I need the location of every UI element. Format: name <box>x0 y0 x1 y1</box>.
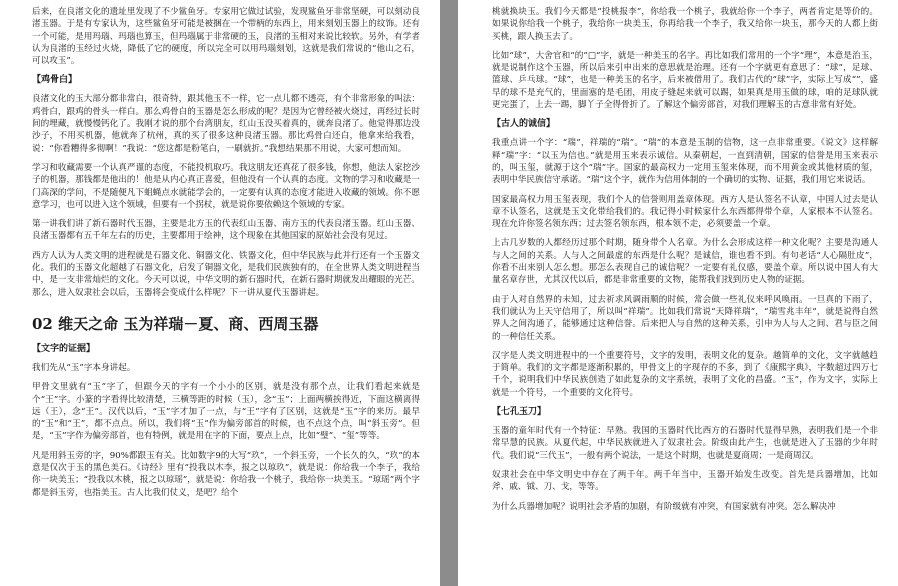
section-heading: 【七孔玉刀】 <box>492 407 547 418</box>
left-page-content <box>32 6 420 499</box>
section-heading: 【鸡骨白】 <box>32 75 78 86</box>
paragraph: 第一讲我们讲了新石器时代玉器，主要是北方玉的代表红山玉器、南方玉的代表良渚玉器。红山玉器、良渚玉器都有五千年左右的历史，主要都用于绘神，这个现象在其他国家的原始社会没有见过。 <box>32 219 420 242</box>
paragraph: 我们先从“玉”字本身讲起。 <box>32 362 136 373</box>
paragraph: 比如“球”，大舍官和“的”□“字，就是一种美玉的名字。再比如我们常用的一个字“理”，本意是治玉，就是说制作这个玉器，所以后来引申出来的意思就是治理。还有一个字就更有意思了：“球”，足球、篮球、乒乓球。“球”，也是一种美玉的名字，后来被借用了。我们古代的“球”字，实际上写成“”，盛早的球不是充气的，里面塞的是毛团，用皮子缝起来就可以踢，如果真是用玉做的球，咱的足球队就更完蛋了，上去一踢，脚丫子全得骨折了。了解这个偏旁部首，对我们理解玉的古意非常有好处。 <box>492 50 878 111</box>
paragraph: 国家最高权力用玉玺表现，我们个人的信誉则用盖章体现。西方人是认签名不认章，中国人过去是认章不认签名，这就是玉文化带给我们的。我记得小时候家什么东西都得带个章，人家根本不认签名。现在允许你签名领东西；过去签名领东西，根本领不走，必须要盖一个章。 <box>492 194 878 230</box>
paragraph: 我重点讲一个字：“瑞”，祥瑞的“瑞”。“瑞”的本意是玉制的信物，这一点非常重要。《说文》这样解释“瑞”字：“以玉为信也。”就是用玉来表示诚信。从秦朝起，一直到清朝，国家的信誉是用玉来表示的，叫玉玺，就源于这个“瑞”字。国家的最高权力一定用玉玺来体现，而不用黄金或其他材质的玺，表明中华民族信守承诺。“瑞”这个字，就作为信用体制的一个确切的实物、证据，我们用它来说话。 <box>492 138 878 186</box>
section-heading: 【古人的诚信】 <box>492 119 556 130</box>
paragraph: 奴隶社会在中华文明史中存在了两千年。两千年当中，玉器开始发生改变。首先是兵器增加，比如斧、戚、钺、刀、戈，等等。 <box>492 469 878 493</box>
left-page <box>0 0 440 586</box>
paragraph: 玉器的童年时代有一个特征：早熟。我国的玉器时代比西方的石器时代显得早熟，表明我们是一个非常早慧的民族。从夏代起，中华民族就进入了奴隶社会。阶级由此产生，也就是进入了玉器的少年时代。我们说“三代玉”，一般有两个说法，一是这个时期，也就是夏商周；一是商周汉。 <box>492 426 878 461</box>
right-page <box>458 0 898 586</box>
paragraph: 为什么兵器增加呢？说明社会矛盾的加剧，有阶级就有冲突，有国家就有冲突。怎么解决冲 <box>492 501 836 512</box>
paragraph: 良渚文化的玉大部分都非常白，很奇特，跟其他玉不一样，它一点儿都不透亮，有个非常形象的叫法：鸡骨白，跟鸡的骨头一样白。那么鸡骨白的玉器是怎么形成的呢？是因为它曾经被火烧过，再经过长时间的埋藏，就慢慢钙化了。我刚才说的那个台湾朋友，红山玉没买着真的，就奔良渚了。他觉得那边没沙子，不用买机器，他就奔了杭州，真的买了很多这种良渚玉器。那比鸡骨白还白，他拿来给我看，说：“你看糟得多彻啊！”我说：“您这都是粉笔白，一刷就折。”我想结果那不用说，大家可想而知。 <box>32 94 420 154</box>
paragraph: 上古几岁数的人都经历过那个时期，随身带个人名章。为什么会形成这样一种文化呢？主要是沟通人与人之间的关系。人与人之间最虚的东西是什么呢？是诚信，谁也看不到。有句老话“人心隔肚皮”，你看不出来别人怎么想。那怎么表现自己的诚信呢？一定要有礼仪感，要盖个章。所以说中国人有大量名章存世，尤其汉代以后，都是非常重要的文物，能帮我们找到历史人物的证据。 <box>492 238 878 286</box>
paragraph: 凡是用斜玉旁的字，90%都跟玉有关。比如数字9的大写“玖”，一个斜玉旁，一个长久的久，“玖”的本意是仅次于玉的黑色美石。《诗经》里有“投我以木李，报之以琼玖”，就是说：你给我一个李子，我给你一块美玉；“投我以木桃，报之以琼瑶”，就是说：你给我一个桃子，我给你一块美玉。“琼瑶”两个字都是斜玉旁，也指美玉。古人比我们仗义，是吧？给个 <box>32 450 420 498</box>
paragraph: 桃就换块玉。我们今天都是“投桃报李”，你给我一个桃子，我就给你一个李子，两者肯定是等价的。如果说你给我一个桃子，我给你一块美玉，你再给我一个李子，我又给你一块玉，那今天的人都上街买桃，跟人换玉去了。 <box>492 7 878 42</box>
paragraph: 西方人认为人类文明的进程就是石器文化、铜器文化、铁器文化，但中华民族与此并行还有一个玉器文化。我们的玉器文化超越了石器文化，启发了铜器文化，是我们民族独有的，在全世界人类文明进程当中，是一支非常灿烂的文化。今天可以说，中华文明的新石器时代，在新石器时期就发出耀眼的光芒。那么，进入奴隶社会以后，玉器将会变成什么样呢？下一讲从夏代玉器讲起。 <box>32 250 420 298</box>
paragraph: 学习和收藏需要一个认真严谨的态度，不能投机取巧。我这朋友还真花了很多钱，你想，他法人家挖沙子的机器，那钱都是他出的！他是从内心真正喜爱，但他没有一个认真的态度。文物的学习和收藏是一门高深的学问，不是随便凡下蛆蝇点水就能学会的，一定要有认真的态度才能进入收藏的领域。你不愿意学习，也可以进入这个领域，但要有一个拐杖，就是说你要依赖这个领域的专家。 <box>32 162 420 210</box>
chapter-title: 02 维天之命 玉为祥瑞－夏、商、西周玉器 <box>32 314 319 333</box>
paragraph: 由于人对自然界的未知，过去祈求风调雨顺的时候，常会做一些礼仪来呼风唤雨。一旦真的下雨了，我们就认为上天守信用了，所以叫“祥瑞”。比如我们常说“天降祥瑞”，“瑞雪兆丰年”，就是说得自然界人之间沟通了，能够通过这种信誉。后来把人与自然的这种关系，引申为人与人之间、君与臣之间的一种信任关系。 <box>492 294 878 342</box>
right-page-content <box>492 6 878 513</box>
paragraph: 后来，在良渚文化的遗址里发现了不少鲨鱼牙。专家用它做过试验，发现鲨鱼牙非常坚硬，可以刻动良渚玉器。于是有专家认为，这些鲨鱼牙可能是被捆在一个带柄的东西上，用来刻划玉器上的纹饰。还有一个可能，是用玛瑙、玛瑙也算玉，但玛瑙属于非常硬的玉，良渚的玉相对来说比较软。另外，有学者认为良渚的玉经过火烧，降低了它的硬度，所以完全可以用玛瑙刻划，这就是我们常说的“他山之石，可以攻玉”。 <box>32 7 420 67</box>
paragraph: 汉字是人类文明进程中的一个重要符号，文字的发明，表明文化的复杂。越简单的文化，文字就越趋于简单。我们的文字都是逐渐积累的，甲骨文上的字现存的不多，到了《康熙字典》，字数超过四万七千个，说明我们中华民族创造了如此复杂的文字系统，表明了文化的昌盛。“玉”，作为文字，实际上就是一个符号，一个重要的文化符号。 <box>492 350 878 398</box>
section-heading: 【文字的证据】 <box>32 343 96 354</box>
paragraph: 甲骨文里就有“玉”字了，但跟今天的字有一个小小的区别，就是没有那个点，让我们看起来就是个“王”字。小篆的字看得比较清楚，三横等距的时候（玉），念“玉”；上面两横挨得近，下面这横离得远（王），念“王”。汉代以后，“玉”字才加了一点，与“王”字有了区别，这就是“玉”字的来历。最早的“玉”和“王”，都不点点。所以，我们将“玉”作为偏旁部首的时候，也不点这个点，叫“斜玉旁”。但是，“玉”字作为偏旁部首，也有特例，就是用在字的下面，要点上点，比如“璧”、“玺”等等。 <box>32 382 420 442</box>
